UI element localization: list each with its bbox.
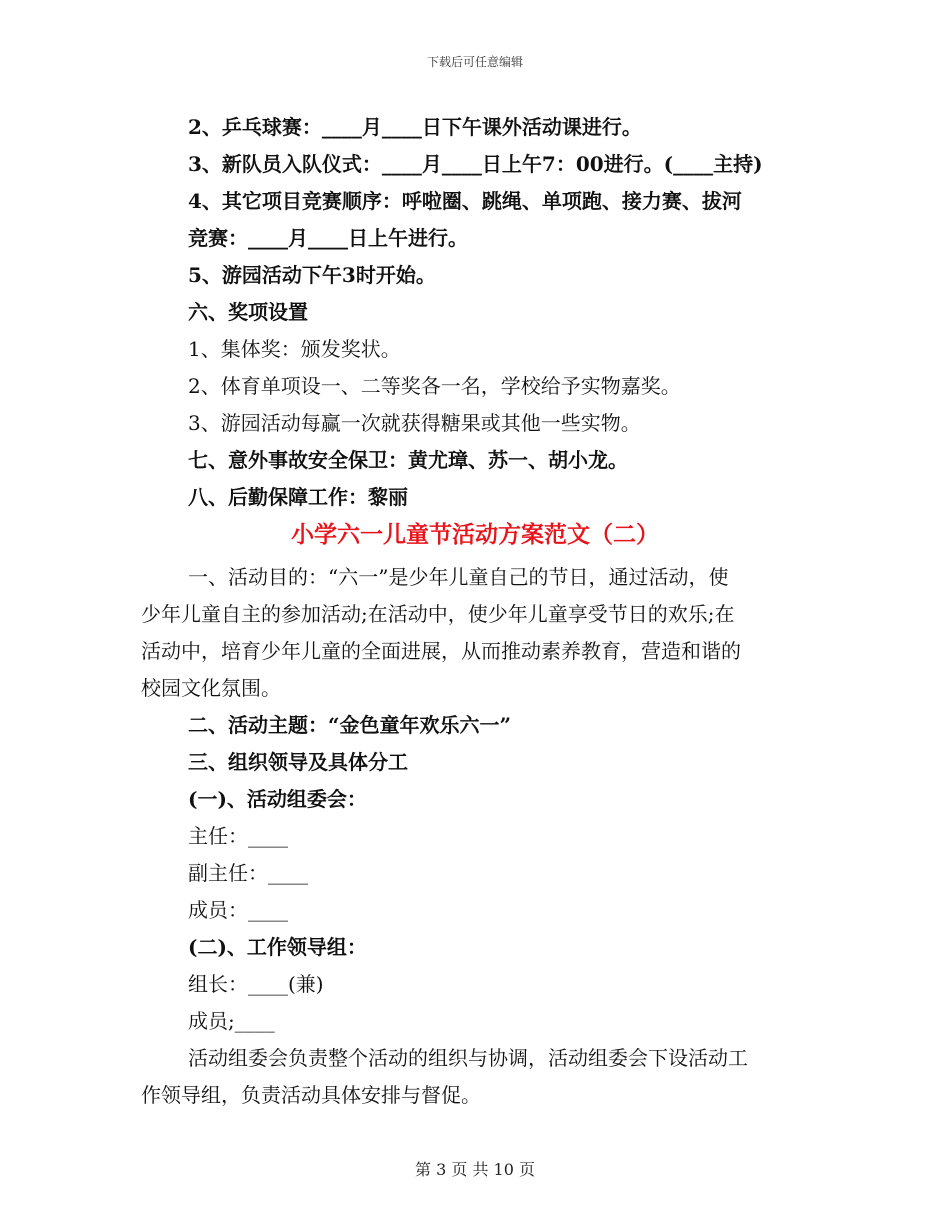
text-line: 副主任：____ xyxy=(188,861,308,885)
subsection-heading: (二)、工作领导组： xyxy=(188,935,367,959)
page-header: 下载后可任意编辑 xyxy=(426,55,523,69)
page-footer: 第 3 页 共 10 页 xyxy=(415,1160,535,1179)
section-heading: 八、后勤保障工作：黎丽 xyxy=(188,485,408,509)
section-heading: 三、组织领导及具体分工 xyxy=(188,750,408,774)
text-line: 主任：____ xyxy=(188,824,288,848)
text-line: 1、集体奖：颁发奖状。 xyxy=(188,337,401,361)
text-line: 2、体育单项设一、二等奖各一名，学校给予实物嘉奖。 xyxy=(188,374,681,398)
document-section-title: 小学六一儿童节活动方案范文（二） xyxy=(291,521,659,548)
text-line: 2、乒乓球赛：____月____日下午课外活动课进行。 xyxy=(188,115,642,139)
paragraph-line: 活动组委会负责整个活动的组织与协调，活动组委会下设活动工 xyxy=(188,1046,748,1070)
paragraph-line: 作领导组，负责活动具体安排与督促。 xyxy=(141,1083,481,1107)
text-line: 成员;____ xyxy=(188,1009,275,1033)
text-line: 3、游园活动每赢一次就获得糖果或其他一些实物。 xyxy=(188,411,641,435)
paragraph-line: 校园文化氛围。 xyxy=(141,676,281,700)
section-heading: 六、奖项设置 xyxy=(188,300,308,324)
paragraph-line: 少年儿童自主的参加活动;在活动中，使少年儿童享受节日的欢乐;在 xyxy=(141,602,735,626)
paragraph-line: 活动中，培育少年儿童的全面进展，从而推动素养教育，营造和谐的 xyxy=(141,639,741,663)
text-line: 竞赛：____月____日上午进行。 xyxy=(188,226,468,250)
text-line: 组长：____(兼) xyxy=(188,972,324,996)
subsection-heading: (一)、活动组委会： xyxy=(188,787,367,811)
text-line: 5、游园活动下午3时开始。 xyxy=(188,263,436,287)
text-line: 4、其它项目竞赛顺序：呼啦圈、跳绳、单项跑、接力赛、拔河 xyxy=(188,189,742,213)
text-line: 3、新队员入队仪式：____月____日上午7：00进行。(____主持) xyxy=(188,152,763,176)
section-heading: 二、活动主题：“金色童年欢乐六一” xyxy=(188,713,512,737)
paragraph-line: 一、活动目的：“六一”是少年儿童自己的节日，通过活动，使 xyxy=(188,565,729,589)
text-line: 成员：____ xyxy=(188,898,288,922)
section-heading: 七、意外事故安全保卫：黄尤璋、苏一、胡小龙。 xyxy=(188,448,628,472)
